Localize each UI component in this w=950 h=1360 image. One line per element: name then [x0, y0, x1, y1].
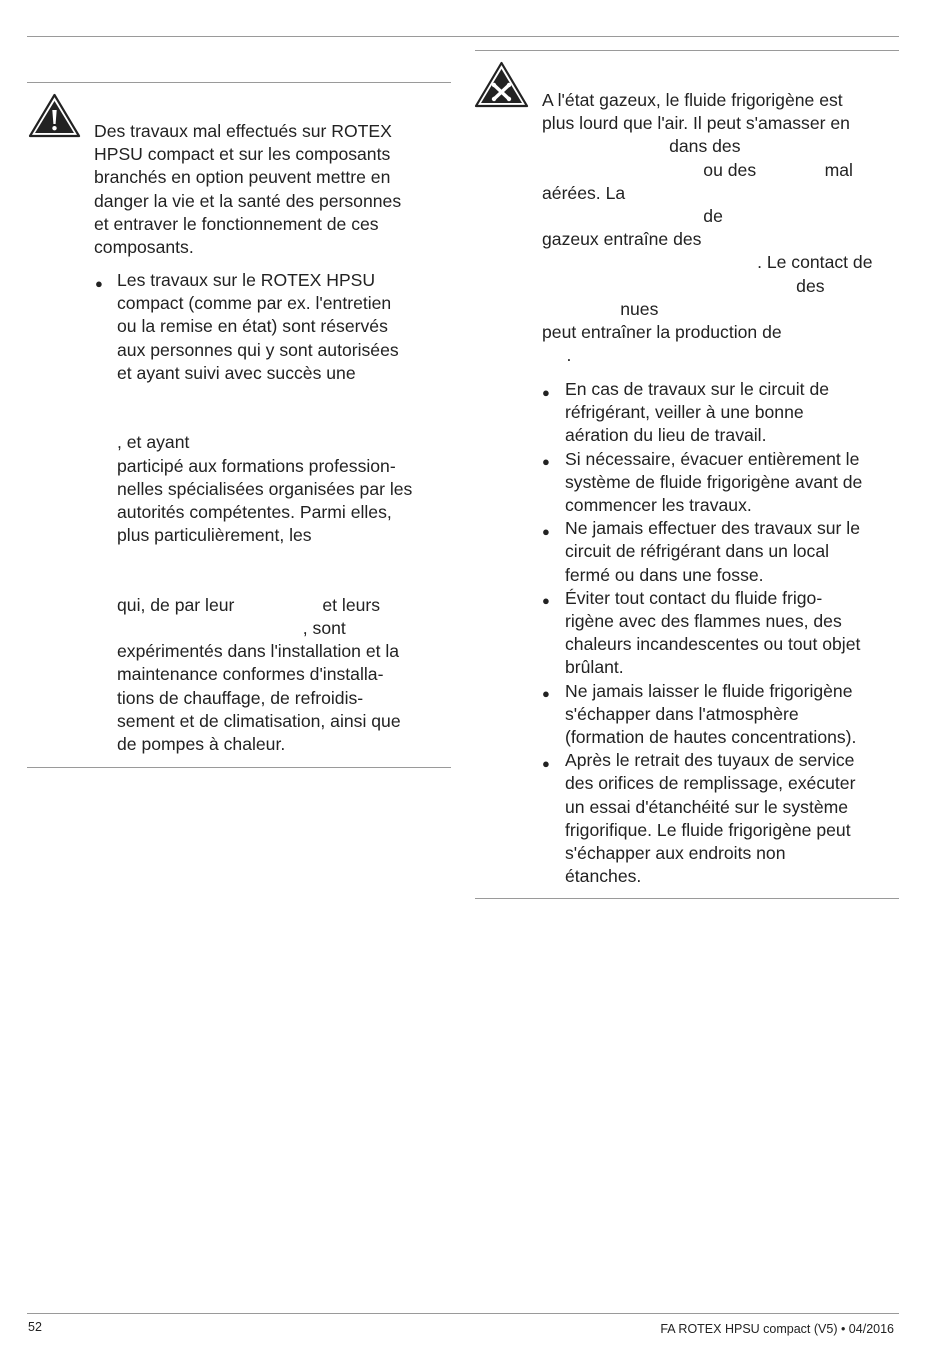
left-bullet-line: participé aux formations profession- [117, 455, 396, 476]
left-bullet-line: , et ayant [117, 432, 190, 453]
left-box-bottom-rule [27, 767, 451, 768]
right-bullet-line: Ne jamais laisser le fluide frigorigène [565, 680, 853, 701]
left-bullet-line: autorités compétentes. Parmi elles, [117, 502, 392, 522]
right-bullet-line: frigorifique. Le fluide frigorigène peut [565, 819, 851, 840]
right-bullet-line: s'échapper aux endroits non [565, 843, 786, 863]
right-intro-line: plus lourd que l'air. Il peut s'amasser en [542, 113, 850, 134]
left-bullet-dot: ● [95, 275, 103, 291]
right-bullet-line: Après le retrait des tuyaux de service [565, 750, 855, 771]
right-bullet-line: circuit de réfrigérant dans un local [565, 541, 830, 562]
left-bullet-line: qui, de par leur et leurs [117, 594, 381, 615]
left-bullet-line: ou la remise en état) sont réservés [117, 316, 388, 337]
right-bullet-line: brûlant. [565, 657, 624, 678]
right-bullet-line: rigène avec des flammes nues, des [565, 611, 842, 631]
right-box-top-rule [475, 50, 899, 51]
left-intro-line: Des travaux mal effectués sur ROTEX [94, 121, 392, 141]
right-bullet-dot: ● [542, 755, 550, 771]
right-bullet-line: Ne jamais effectuer des travaux sur le [565, 518, 860, 539]
left-bullet-line: aux personnes qui y sont autorisées [117, 339, 399, 360]
right-bullet-dot: ● [542, 454, 550, 470]
right-bullet-line: Éviter tout contact du fluide frigo- [565, 587, 823, 608]
right-bullet-line: s'échapper dans l'atmosphère [565, 703, 799, 724]
left-bullet-line: , sont [117, 618, 346, 638]
right-intro-line: des [542, 275, 825, 296]
right-bullet-line: chaleurs incandescentes ou tout objet [565, 634, 861, 655]
left-bullet-line: sement et de climatisation, ainsi que [117, 710, 401, 731]
left-intro-line: HPSU compact et sur les composants [94, 144, 391, 165]
page-number: 52 [28, 1320, 42, 1334]
right-intro-line: de [542, 206, 723, 226]
right-intro-line: ou des mal [542, 159, 853, 180]
left-bullet-line: tions de chauffage, de refroidis- [117, 687, 364, 708]
right-bullet-line: réfrigérant, veiller à une bonne [565, 402, 804, 423]
right-bullet-line: des orifices de remplissage, exécuter [565, 773, 856, 794]
right-intro-line: . [542, 345, 572, 366]
left-bullet-line: nelles spécialisées organisées par les [117, 478, 413, 499]
warning-exclamation-icon [28, 93, 81, 138]
right-bullet-dot: ● [542, 523, 550, 539]
left-bullet-line: maintenance conformes d'installa- [117, 664, 384, 685]
right-bullet-line: fermé ou dans une fosse. [565, 564, 764, 585]
right-intro-line: . Le contact de [542, 252, 873, 273]
right-bullet-line: système de fluide frigorigène avant de [565, 471, 863, 492]
left-intro-line: composants. [94, 237, 194, 257]
right-intro-line: aérées. La [542, 182, 626, 203]
right-intro-line: A l'état gazeux, le fluide frigorigène est [542, 90, 843, 110]
left-bullet-line: plus particulièrement, les [117, 525, 312, 546]
harmful-cross-icon [474, 61, 529, 108]
left-bullet-line: Les travaux sur le ROTEX HPSU [117, 270, 376, 290]
right-bullet-line: En cas de travaux sur le circuit de [565, 379, 830, 399]
right-intro-line: peut entraîner la production de [542, 322, 782, 342]
right-intro-line: nues [542, 298, 659, 319]
right-bullet-line: aération du lieu de travail. [565, 425, 767, 446]
left-bullet-line: et ayant suivi avec succès une [117, 362, 356, 383]
header-rule [27, 36, 899, 37]
document-reference: FA ROTEX HPSU compact (V5) • 04/2016 [660, 1322, 894, 1336]
right-intro-line: dans des [542, 136, 741, 157]
right-intro-line: gazeux entraîne des [542, 229, 702, 250]
right-bullet-line: Si nécessaire, évacuer entièrement le [565, 448, 860, 469]
left-box-top-rule [27, 82, 451, 83]
left-bullet-line: compact (comme par ex. l'entretien [117, 293, 392, 314]
right-bullet-line: commencer les travaux. [565, 495, 752, 515]
left-intro-line: danger la vie et la santé des personnes [94, 190, 402, 211]
right-bullet-line: étanches. [565, 866, 642, 887]
right-bullet-dot: ● [542, 593, 550, 609]
right-bullet-line: (formation de hautes concentrations). [565, 727, 857, 747]
left-intro-line: branchés en option peuvent mettre en [94, 167, 391, 188]
right-bullet-dot: ● [542, 686, 550, 702]
right-bullet-line: un essai d'étanchéité sur le système [565, 796, 849, 817]
left-bullet-line: de pompes à chaleur. [117, 734, 286, 754]
right-box-bottom-rule [475, 898, 899, 899]
footer-rule [27, 1313, 899, 1314]
left-bullet-line: expérimentés dans l'installation et la [117, 641, 400, 662]
left-intro-line: et entraver le fonctionnement de ces [94, 213, 379, 234]
right-bullet-dot: ● [542, 384, 550, 400]
